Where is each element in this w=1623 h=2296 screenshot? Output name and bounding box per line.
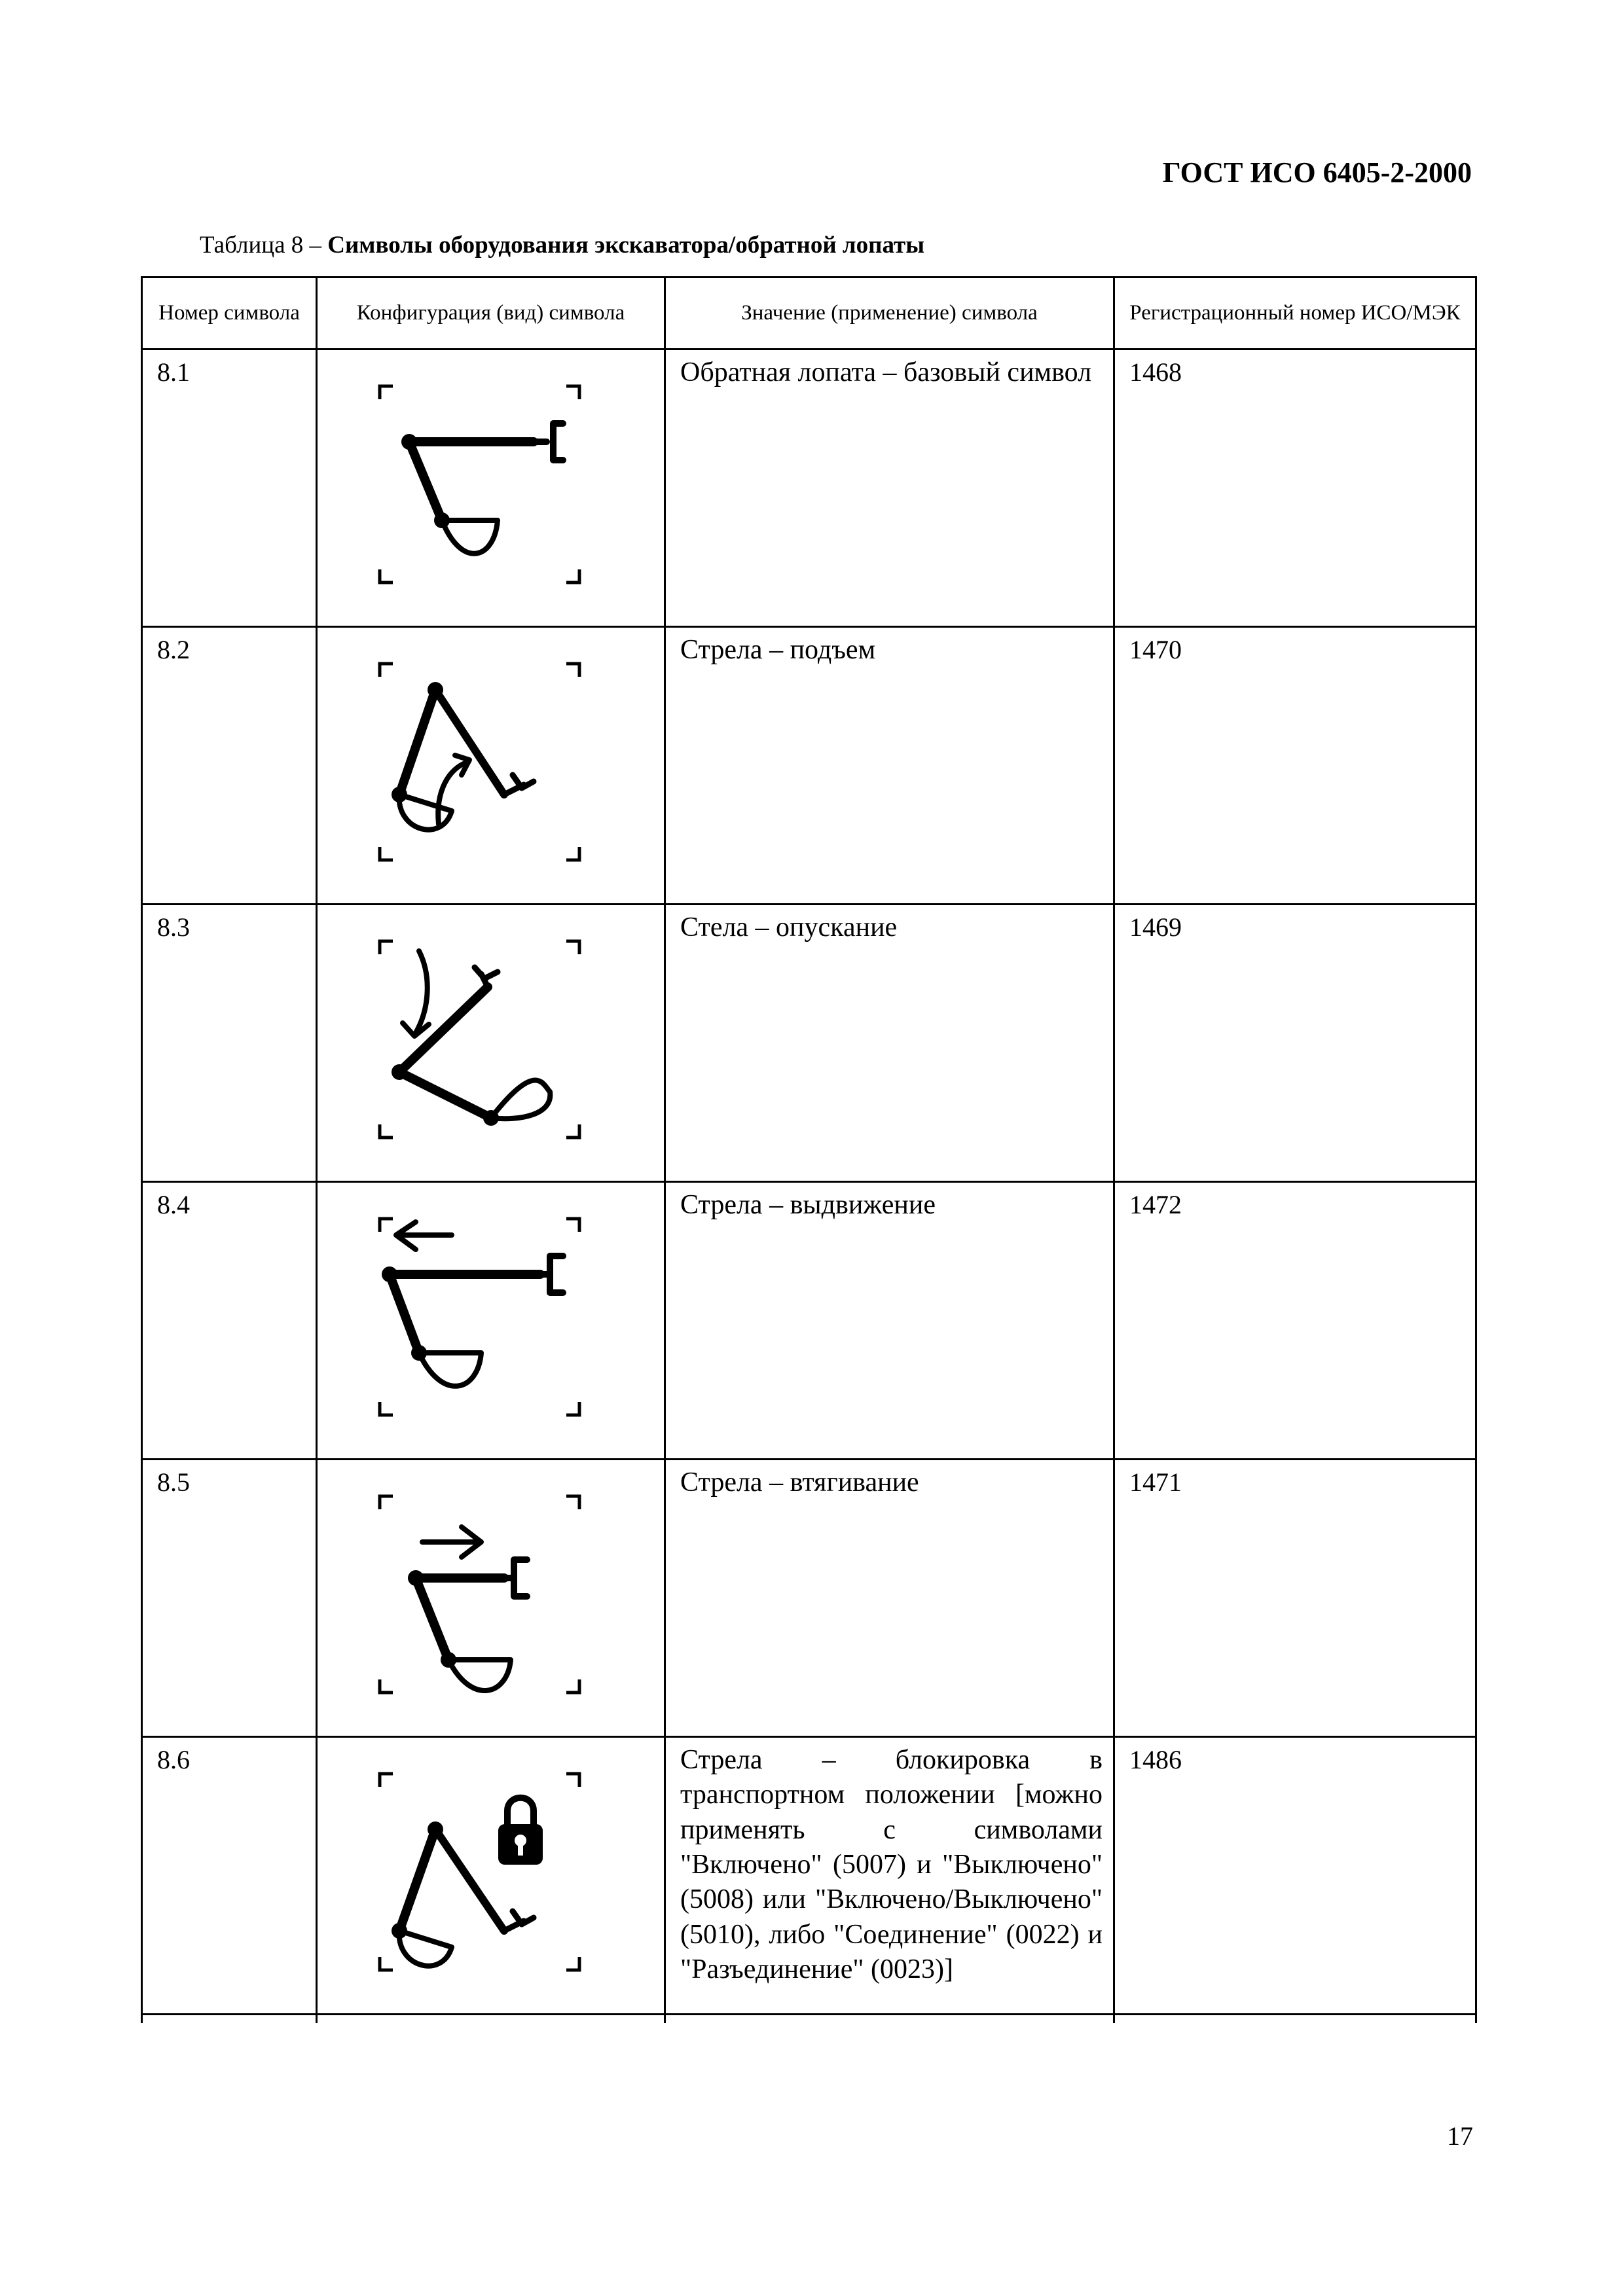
table-row xyxy=(142,905,1476,1182)
backhoe-base-icon xyxy=(370,370,612,599)
standard-code: ГОСТ ИСО 6405-2-2000 xyxy=(1162,156,1472,188)
table-row xyxy=(142,1737,1476,2015)
registration-number: 1470 xyxy=(1114,627,1476,905)
symbol-number: 8.1 xyxy=(142,350,317,627)
symbol-meaning: Стела – опускание xyxy=(665,905,1114,1182)
symbol-configuration xyxy=(317,350,665,627)
boom-retract-icon xyxy=(370,1480,612,1709)
boom-transport-lock-icon xyxy=(370,1757,612,1986)
symbol-meaning: Стрела – выдвижение xyxy=(665,1182,1114,1460)
symbol-number: 8.2 xyxy=(142,627,317,905)
boom-extend-icon xyxy=(370,1202,612,1431)
header-symbol-meaning: Значение (применение) символа xyxy=(665,278,1114,350)
symbols-table xyxy=(141,276,1477,2023)
symbol-configuration xyxy=(317,905,665,1182)
symbol-meaning: Стрела – подъем xyxy=(665,627,1114,905)
symbol-configuration xyxy=(317,1460,665,1737)
registration-number: 1469 xyxy=(1114,905,1476,1182)
symbol-number: 8.4 xyxy=(142,1182,317,1460)
header-symbol-configuration: Конфигурация (вид) символа xyxy=(317,278,665,350)
table-header-row xyxy=(142,278,1476,350)
table-row xyxy=(142,627,1476,905)
header-registration-number: Регистрационный номер ИСО/МЭК xyxy=(1114,278,1476,350)
symbol-configuration xyxy=(317,1737,665,2015)
symbol-configuration xyxy=(317,627,665,905)
symbol-meaning: Стрела – втягивание xyxy=(665,1460,1114,1737)
table-row xyxy=(142,1182,1476,1460)
registration-number: 1471 xyxy=(1114,1460,1476,1737)
symbol-number: 8.6 xyxy=(142,1737,317,2015)
table-row xyxy=(142,1460,1476,1737)
caption-prefix: Таблица 8 – xyxy=(200,232,328,259)
table-caption xyxy=(200,231,924,259)
page-number: 17 xyxy=(1447,2121,1473,2151)
symbol-number: 8.3 xyxy=(142,905,317,1182)
header-symbol-number: Номер символа xyxy=(142,278,317,350)
table-continuation-row xyxy=(142,2015,1476,2024)
symbol-number: 8.5 xyxy=(142,1460,317,1737)
symbol-meaning: Обратная лопата – базовый символ xyxy=(665,350,1114,627)
symbol-configuration xyxy=(317,1182,665,1460)
table-row xyxy=(142,350,1476,627)
registration-number: 1486 xyxy=(1114,1737,1476,2015)
boom-raise-icon xyxy=(370,647,612,876)
caption-title: Символы оборудования экскаватора/обратной лопаты xyxy=(327,232,925,259)
boom-lower-icon xyxy=(370,925,612,1154)
registration-number: 1472 xyxy=(1114,1182,1476,1460)
symbol-meaning: Стрела – блокировка в транспортном положении [можно применять с символами "Включено" (5007) и "Выключено" (5008) или "Включено/Выключено" (5010), либо "Соединение" (0022) и "Разъединение" (0023)] xyxy=(665,1737,1114,2015)
registration-number: 1468 xyxy=(1114,350,1476,627)
